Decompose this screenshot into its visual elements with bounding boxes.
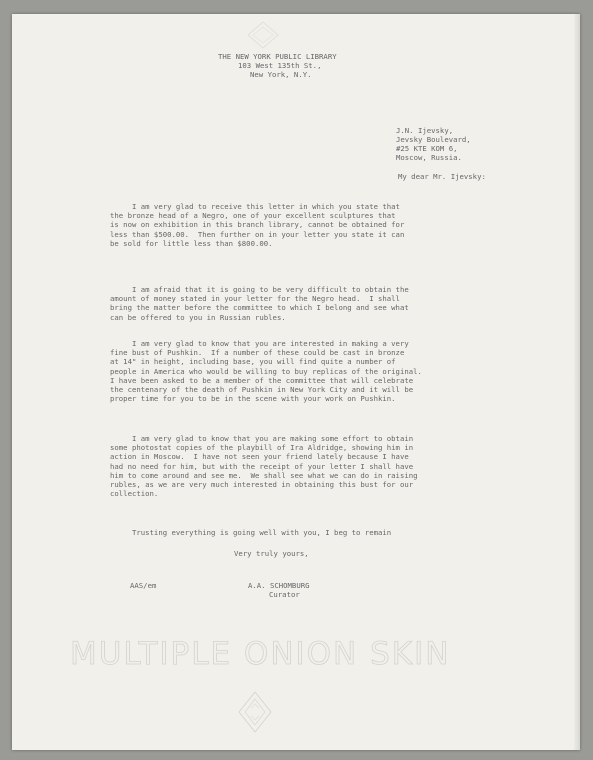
letter-sheet xyxy=(12,14,580,750)
recipient-line-1: J.N. Ijevsky, xyxy=(396,126,454,135)
letterhead-line-3: New York, N.Y. xyxy=(250,70,312,79)
paper-watermark-text: MULTIPLE ONION SKIN xyxy=(70,636,451,672)
recipient-line-4: Moscow, Russia. xyxy=(396,153,462,162)
body-paragraph-4: I am very glad to know that you are making some effort to obtain some photostat copies of the playbill of Ira Aldridge, showing him in action in Moscow. I have not seen your friend lately because I have had no need for him, but with the receipt of your letter I shall have him to come around and see me. We shall see what we can do in raising rubles, as we are very much interested in obtaining this bust for our collection. xyxy=(110,434,418,499)
top-watermark-icon xyxy=(244,20,282,50)
body-paragraph-2: I am afraid that it is going to be very difficult to obtain the amount of money stated in your letter for the Negro head. I shall bring the matter before the committee to which I belong and see what can be offered to you in Russian rubles. xyxy=(110,285,409,322)
body-paragraph-1: I am very glad to receive this letter in which you state that the bronze head of a Negro, one of your excellent sculptures that is now on exhibition in this branch library, cannot be obtained for less than $500.00. Then further on in your letter you state it can be sold for little less than $800.00. xyxy=(110,202,405,248)
body-paragraph-5: Trusting everything is going well with you, I beg to remain xyxy=(110,528,392,537)
sheet-edge-shadow xyxy=(574,14,580,750)
signature-name: A.A. SCHOMBURG xyxy=(248,581,310,590)
diamond-seal-icon xyxy=(236,690,274,734)
letterhead-line-2: 103 West 135th St., xyxy=(238,61,322,70)
closing: Very truly yours, xyxy=(234,549,309,558)
recipient-line-3: #25 KTE KOM 6, xyxy=(396,144,458,153)
typist-initials: AAS/em xyxy=(130,581,157,590)
body-paragraph-3: I am very glad to know that you are interested in making a very fine bust of Pushkin. If a number of these could be cast in bronze at 14" in height, including base, you will find quite a number of people in America who would be willing to buy replicas of the original. I have been asked to be a member of the committee that will celebrate the centenary of the death of Pushkin in New York City and it will be proper time for you to be in the scene with your work on Pushkin. xyxy=(110,339,422,404)
signature-title: Curator xyxy=(269,590,300,599)
recipient-line-2: Jevsky Boulevard, xyxy=(396,135,471,144)
letterhead-line-1: THE NEW YORK PUBLIC LIBRARY xyxy=(218,52,337,61)
salutation: My dear Mr. Ijevsky: xyxy=(398,172,486,181)
